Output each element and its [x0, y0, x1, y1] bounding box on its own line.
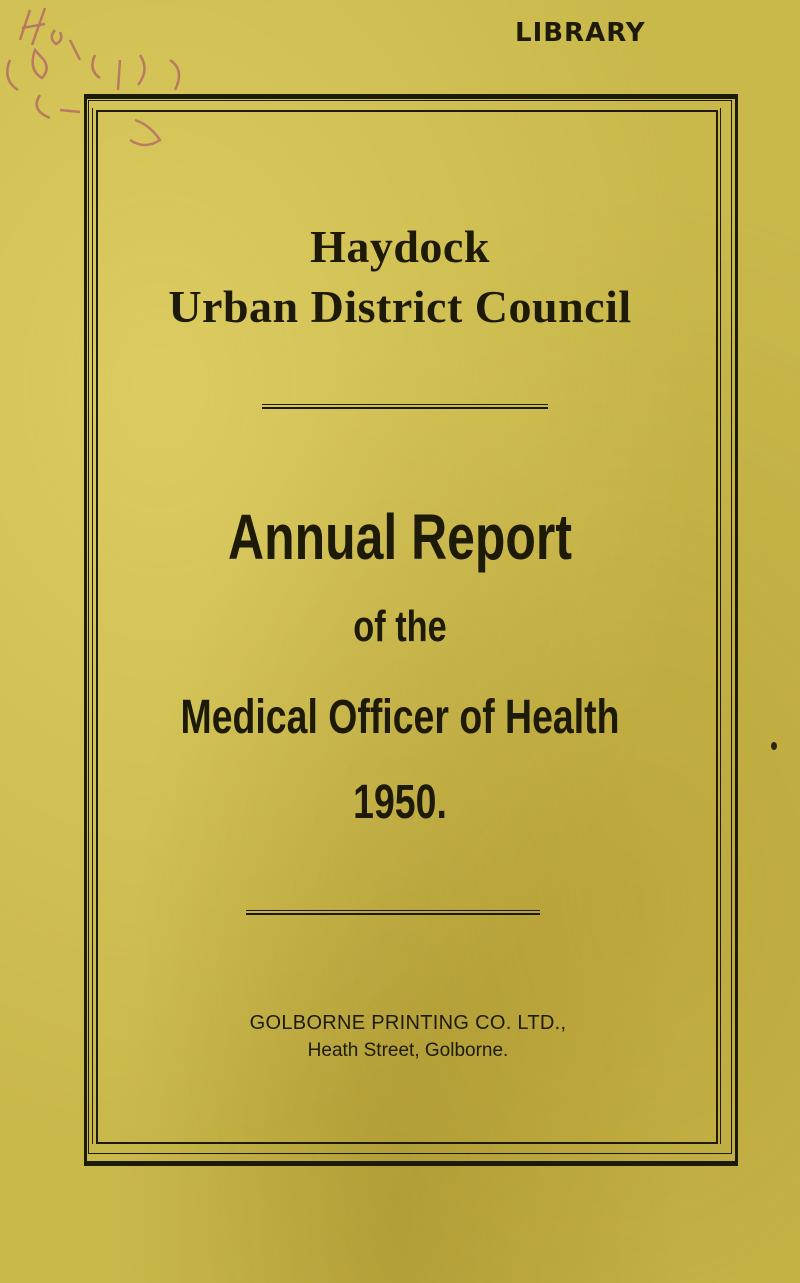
divider-rule-top-thick [262, 407, 548, 409]
divider-rule-bottom [246, 910, 540, 911]
printer-address: Heath Street, Golborne. [307, 1040, 509, 1061]
divider-rule-bottom-thick [246, 913, 540, 915]
ink-speck [771, 742, 777, 750]
divider-rule-top [262, 404, 548, 405]
printer-name: GOLBORNE PRINTING CO. LTD., [249, 1012, 567, 1034]
council-name-line-1: Haydock [310, 221, 490, 272]
report-title: Annual Report [228, 501, 572, 573]
report-officer: Medical Officer of Health [180, 691, 620, 744]
library-stamp: LIBRARY [515, 18, 646, 48]
report-year: 1950. [353, 776, 447, 829]
report-subtitle-of: of the [353, 602, 447, 651]
council-name-line-2: Urban District Council [168, 281, 632, 332]
